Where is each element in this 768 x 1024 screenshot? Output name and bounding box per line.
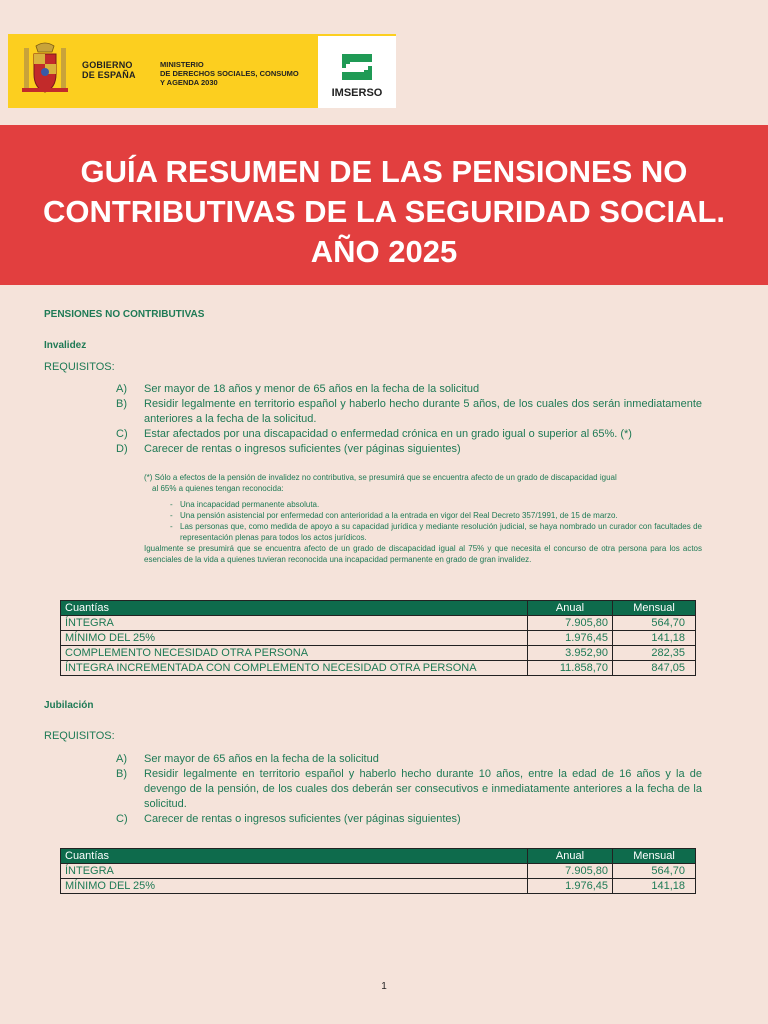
coat-of-arms-icon xyxy=(18,40,72,100)
jubilacion-requirements-list xyxy=(116,752,702,827)
table-cell: ÍNTEGRA xyxy=(61,616,528,631)
list-item: C) Estar afectados por una discapacidad o enfermedad crónica en un grado igual o superior al 65%. (*) xyxy=(116,428,632,440)
table-cell: 1.976,45 xyxy=(528,879,613,894)
table-cell: 282,35 xyxy=(613,646,696,661)
table-header-cell: Anual xyxy=(528,601,613,616)
government-name: GOBIERNO DE ESPAÑA xyxy=(82,60,136,80)
ministry-name: MINISTERIO DE DERECHOS SOCIALES, CONSUMO Y AGENDA 2030 xyxy=(160,60,299,87)
table-header-cell: Mensual xyxy=(613,601,696,616)
footnote-bullets xyxy=(170,499,702,543)
table-header-cell: Cuantías xyxy=(61,849,528,864)
list-item: - Las personas que, como medida de apoyo a su capacidad jurídica y mediante resolución judicial, se haya nombrado un curador con facultades de representación plenas para todos los actos jurídicos. xyxy=(170,522,702,542)
jubilacion-heading: Jubilación xyxy=(44,700,94,711)
table-cell: MÍNIMO DEL 25% xyxy=(61,631,528,646)
table-cell: 11.858,70 xyxy=(528,661,613,676)
jubilacion-amounts-table xyxy=(60,848,696,894)
table-cell: 141,18 xyxy=(613,879,696,894)
table-row xyxy=(61,646,696,661)
imserso-logo-icon xyxy=(338,52,376,82)
list-item: - Una pensión asistencial por enfermedad con anterioridad a la entrada en vigor del Real Decreto 357/1991, de 15 de marzo. xyxy=(170,511,618,520)
imserso-label: IMSERSO xyxy=(331,87,383,99)
table-cell: 847,05 xyxy=(613,661,696,676)
table-cell: COMPLEMENTO NECESIDAD OTRA PERSONA xyxy=(61,646,528,661)
table-header-row xyxy=(61,601,696,616)
list-item: B) Residir legalmente en territorio español y haberlo hecho durante 5 años, de los cuales dos serán inmediatamente anteriores a la fecha de la solicitud. xyxy=(116,398,702,425)
list-item: C) Carecer de rentas o ingresos suficientes (ver páginas siguientes) xyxy=(116,813,461,825)
invalidez-requirements-list xyxy=(116,382,702,457)
invalidez-requirements-label: REQUISITOS: xyxy=(44,361,115,373)
page-title: GUÍA RESUMEN DE LAS PENSIONES NO CONTRIBUTIVAS DE LA SEGURIDAD SOCIAL. AÑO 2025 xyxy=(42,154,725,269)
table-row xyxy=(61,661,696,676)
table-cell: MÍNIMO DEL 25% xyxy=(61,879,528,894)
footnote-intro-cont: al 65% a quienes tengan reconocida: xyxy=(152,484,284,493)
table-header-cell: Mensual xyxy=(613,849,696,864)
list-item: D) Carecer de rentas o ingresos suficientes (ver páginas siguientes) xyxy=(116,443,461,455)
table-header-cell: Anual xyxy=(528,849,613,864)
invalidez-heading: Invalidez xyxy=(44,340,87,351)
table-cell: 7.905,80 xyxy=(528,864,613,879)
table-cell: 1.976,45 xyxy=(528,631,613,646)
footnote-tail: Igualmente se presumirá que se encuentra afecto de un grado de discapacidad igual al 75% y que necesita el concurso de otra persona para los actos esenciales de la vida a quienes tuvieran reconocida una incapacidad permanente en grado de gran invalidez. xyxy=(144,544,702,564)
table-cell: ÍNTEGRA INCREMENTADA CON COMPLEMENTO NECESIDAD OTRA PERSONA xyxy=(61,661,528,676)
table-row xyxy=(61,631,696,646)
page-number: 1 xyxy=(381,981,387,992)
table-row xyxy=(61,879,696,894)
table-header-cell: Cuantías xyxy=(61,601,528,616)
section-title: PENSIONES NO CONTRIBUTIVAS xyxy=(44,309,205,320)
invalidez-amounts-table xyxy=(60,600,696,676)
jubilacion-requirements-label: REQUISITOS: xyxy=(44,730,115,742)
list-item: - Una incapacidad permanente absoluta. xyxy=(170,500,320,509)
footnote-intro: (*) Sólo a efectos de la pensión de invalidez no contributiva, se presumirá que se encuentra afecto de un grado de discapacidad igual xyxy=(144,473,617,482)
table-row xyxy=(61,616,696,631)
invalidez-footnote xyxy=(144,472,702,565)
table-cell: 564,70 xyxy=(613,616,696,631)
imserso-logo-box xyxy=(318,36,396,108)
table-cell: 141,18 xyxy=(613,631,696,646)
table-cell: ÍNTEGRA xyxy=(61,864,528,879)
list-item: B) Residir legalmente en territorio español y haberlo hecho durante 10 años, entre la edad de 16 años y la de devengo de la pensión, de los cuales dos deberán ser consecutivos e inmediatamente anteriores a la fecha de la solicitud. xyxy=(116,768,702,810)
list-item: A) Ser mayor de 18 años y menor de 65 años en la fecha de la solicitud xyxy=(116,383,480,395)
table-cell: 7.905,80 xyxy=(528,616,613,631)
table-row xyxy=(61,864,696,879)
table-header-row xyxy=(61,849,696,864)
table-cell: 3.952,90 xyxy=(528,646,613,661)
list-item: A) Ser mayor de 65 años en la fecha de la solicitud xyxy=(116,753,379,765)
table-cell: 564,70 xyxy=(613,864,696,879)
